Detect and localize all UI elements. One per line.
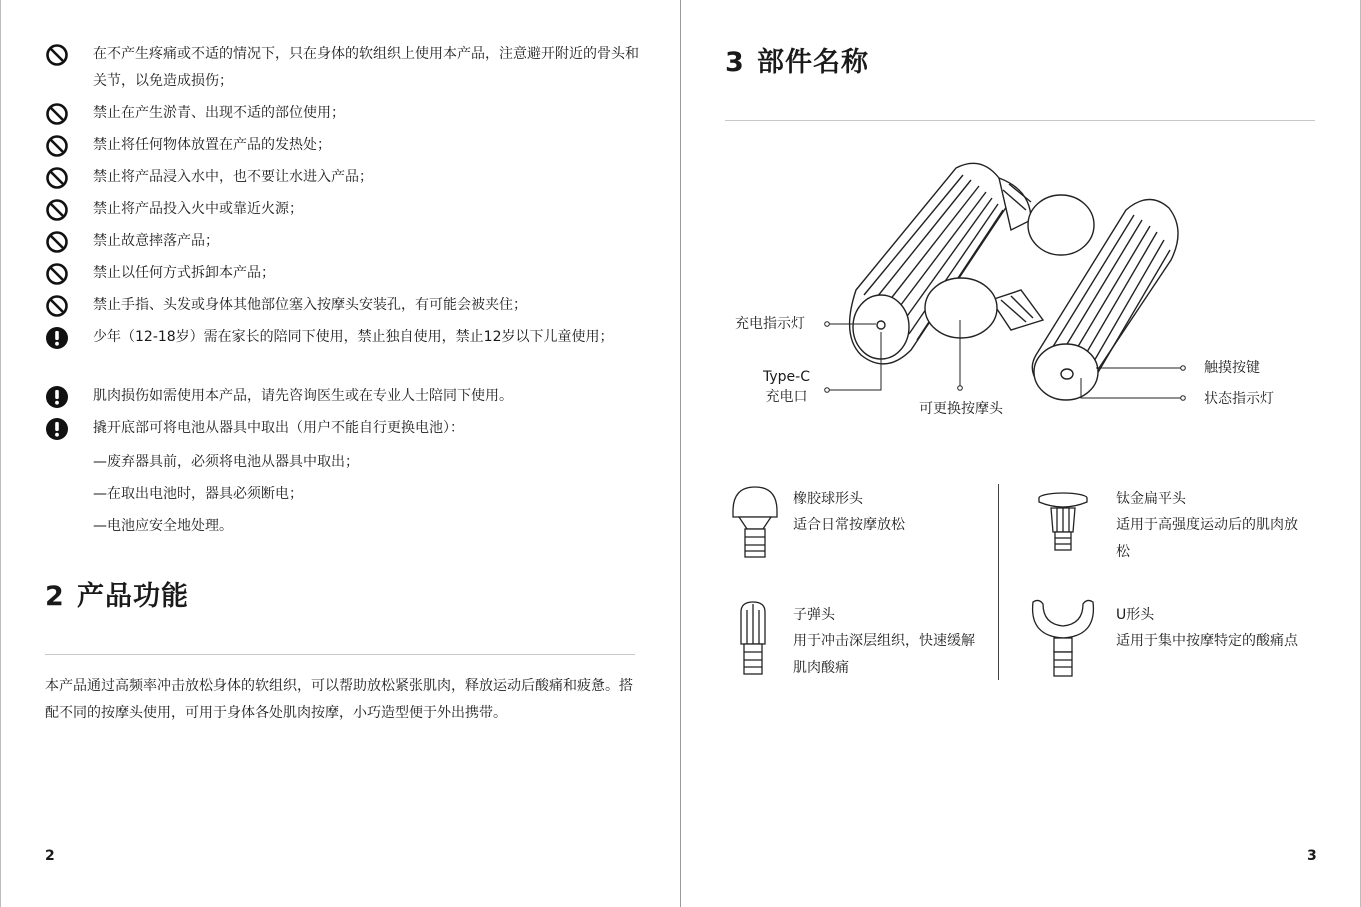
page-number: 3 [1307,848,1317,864]
left-handle [850,163,1011,364]
caution-icon [45,417,69,441]
section-title: 部件名称 [757,47,869,78]
section-number: 2 [45,581,65,612]
caution-icon [45,385,69,409]
massage-head-top [1028,195,1094,255]
section-rule [725,120,1315,121]
warning-text: 禁止以任何方式拆卸本产品； [93,265,275,281]
label-head: 可更换按摩头 [919,401,1003,417]
warning-text: 少年（12-18岁）需在家长的陪同下使用，禁止独自使用，禁止12岁以下儿童使用； [93,329,614,345]
prohibit-icon [45,198,69,222]
label-typec-line1: Type-C [763,369,810,385]
section-title: 产品功能 [77,581,189,612]
label-typec-line2: 充电口 [765,389,808,405]
warning-text: 禁止将任何物体放置在产品的发热处； [93,137,331,153]
battery-note: —在取出电池时，器具必须断电； [93,486,303,502]
accessory-name: 橡胶球形头 [793,491,863,507]
page-number: 2 [45,848,55,864]
accessory-name: 钛金扁平头 [1116,491,1186,507]
warning-text: 禁止在产生淤青、出现不适的部位使用； [93,105,345,121]
ball-head-icon [729,485,781,561]
label-status: 状态指示灯 [1204,391,1274,407]
section-rule [45,654,635,655]
warning-text: 在不产生疼痛或不适的情况下，只在身体的软组织上使用本产品，注意避开附近的骨头和关节，以免造成损伤； [93,46,639,89]
warning-text: 禁止手指、头发或身体其他部位塞入按摩头安装孔，有可能会被夹住； [93,297,527,313]
prohibit-icon [45,166,69,190]
prohibit-icon [45,230,69,254]
prohibit-icon [45,294,69,318]
caution-icon [45,326,69,350]
accessory-desc: 适用于集中按摩特定的酸痛点 [1116,633,1298,649]
label-typec [763,367,810,407]
accessory-desc: 用于冲击深层组织，快速缓解肌肉酸痛 [793,633,975,676]
accessory-name: U形头 [1116,607,1155,623]
section-2-body: 本产品通过高频率冲击放松身体的软组织，可以帮助放松紧张肌肉，释放运动后酸痛和疲惫。搭配不同的按摩头使用，可用于身体各处肌肉按摩，小巧造型便于外出携带。 [45,678,633,721]
massage-head-bottom [925,278,997,338]
warning-text: 禁止将产品浸入水中，也不要让水进入产品； [93,169,373,185]
warning-text: 禁止故意摔落产品； [93,233,219,249]
section-number: 3 [725,47,745,78]
battery-note: —电池应安全地处理。 [93,518,233,534]
warning-text: 撬开底部可将电池从器具中取出（用户不能自行更换电池）： [93,420,464,436]
accessory-desc: 适合日常按摩放松 [793,517,905,533]
accessory-name: 子弹头 [793,607,835,623]
label-touch: 触摸按键 [1204,360,1260,376]
u-head-icon [1027,596,1099,680]
label-charge-light: 充电指示灯 [735,316,805,332]
bullet-head-icon [737,600,769,678]
warning-text: 禁止将产品投入火中或靠近火源； [93,201,303,217]
right-page [681,0,1361,907]
section-3-heading [725,40,869,79]
section-2-heading [45,574,189,613]
left-page [0,0,680,907]
prohibit-icon [45,134,69,158]
accessory-desc: 适用于高强度运动后的肌肉放松 [1116,517,1298,560]
prohibit-icon [45,262,69,286]
battery-note: —废弃器具前，必须将电池从器具中取出； [93,454,359,470]
warning-text: 肌肉损伤如需使用本产品，请先咨询医生或在专业人士陪同下使用。 [93,388,513,404]
flat-head-icon [1037,490,1089,554]
accessory-separator [998,484,999,680]
prohibit-icon [45,102,69,126]
prohibit-icon [45,43,69,67]
